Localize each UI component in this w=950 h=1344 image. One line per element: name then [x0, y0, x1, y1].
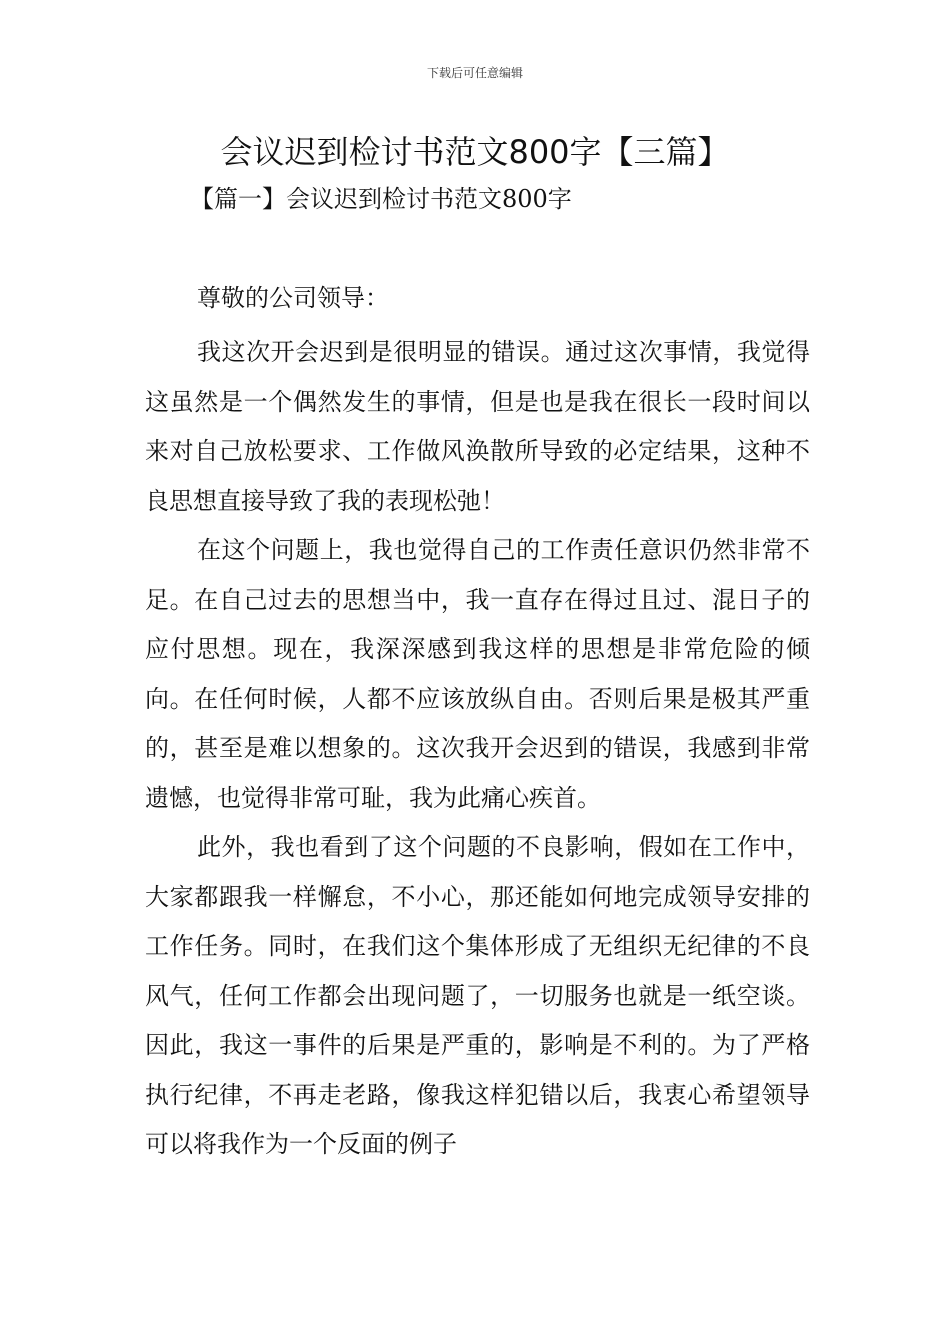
header-note: 下载后可任意编辑: [426, 66, 523, 80]
body-paragraph: 在这个问题上，我也觉得自己的工作责任意识仍然非常不足。在自己过去的思想当中，我一直存在得过且过、混日子的应付思想。现在，我深深感到我这样的思想是非常危险的倾向。在任何时候，人都不应该放纵自由。否则后果是极其严重的，甚至是难以想象的。这次我开会迟到的错误，我感到非常遗憾，也觉得非常可耻，我为此痛心疾首。: [145, 536, 810, 812]
document-title: 会议迟到检讨书范文800字【三篇】: [220, 133, 730, 171]
salutation: 尊敬的公司领导：: [197, 284, 389, 312]
body-paragraph: 我这次开会迟到是很明显的错误。通过这次事情，我觉得这虽然是一个偶然发生的事情，但是也是我在很长一段时间以来对自己放松要求、工作做风涣散所导致的必定结果，这种不良思想直接导致了我的表现松弛！: [145, 338, 810, 515]
section-subtitle: 【篇一】会议迟到检讨书范文800字: [190, 185, 572, 213]
document-body: [145, 278, 810, 1170]
body-paragraph: 此外，我也看到了这个问题的不良影响，假如在工作中，大家都跟我一样懈怠，不小心，那还能如何地完成领导安排的工作任务。同时，在我们这个集体形成了无组织无纪律的不良风气，任何工作都会出现问题了，一切服务也就是一纸空谈。因此，我这一事件的后果是严重的，影响是不利的。为了严格执行纪律，不再走老路，像我这样犯错以后，我衷心希望领导可以将我作为一个反面的例子: [145, 833, 810, 1158]
